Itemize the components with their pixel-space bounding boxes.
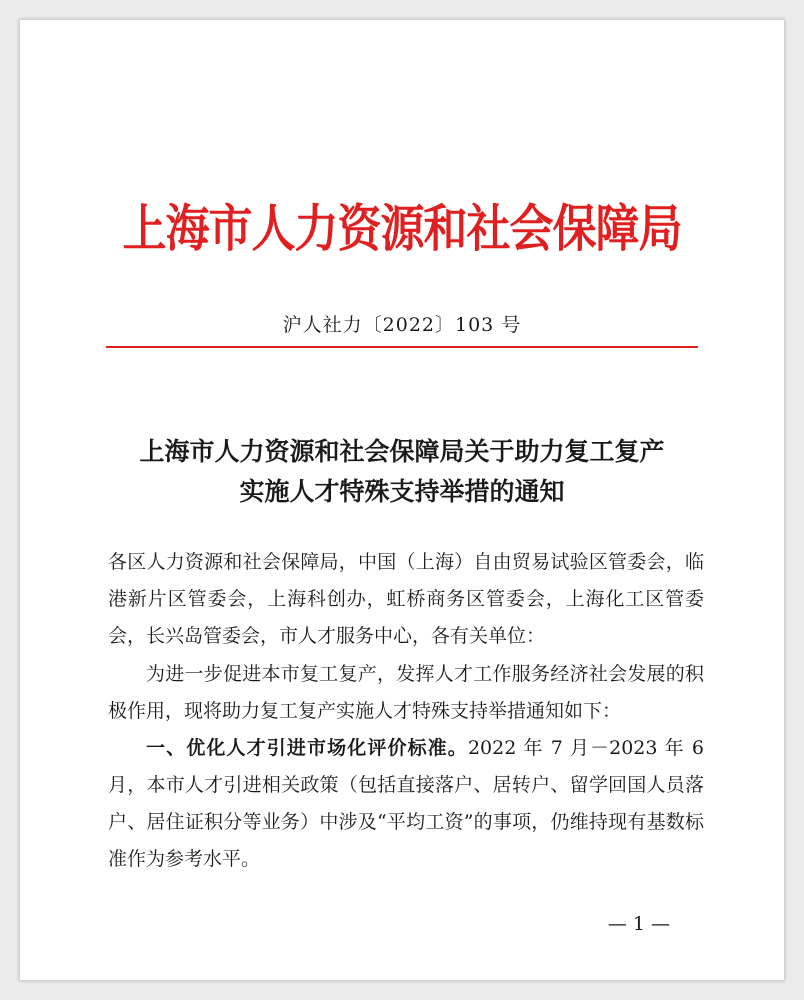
document-number: 沪人社力〔2022〕103 号 [282,314,522,336]
intro-paragraph [108,656,704,730]
notice-title [20,432,784,512]
item-1-text: 2022 年 7 月－2023 年 6 月，本市人才引进相关政策（包括直接落户、居转户、留学回国人员落户、居住证积分等业务）中涉及“平均工资”的事项，仍维持现有基数标准作为参考水平。 [108,737,704,870]
intro-text: 为进一步促进本市复工复产，发挥人才工作服务经济社会发展的积极作用，现将助力复工复产实施人才特殊支持举措通知如下： [108,663,704,722]
item-1-heading: 一、优化人才引进市场化评价标准。 [146,737,468,759]
red-divider-line [106,346,698,348]
addressees-text: 各区人力资源和社会保障局，中国（上海）自由贸易试验区管委会，临港新片区管委会，上海科创办，虹桥商务区管委会，上海化工区管委会，长兴岛管委会，市人才服务中心，各有关单位： [108,551,704,647]
item-1-content [108,730,704,878]
notice-title-line-1: 上海市人力资源和社会保障局关于助力复工复产 [139,437,665,466]
document-page [20,20,784,980]
item-1-paragraph [108,730,704,878]
notice-title-line-2: 实施人才特殊支持举措的通知 [239,477,565,506]
page-number: — 1 — [607,913,670,935]
addressees-paragraph [108,544,704,655]
agency-title: 上海市人力资源和社会保障局 [122,199,682,259]
